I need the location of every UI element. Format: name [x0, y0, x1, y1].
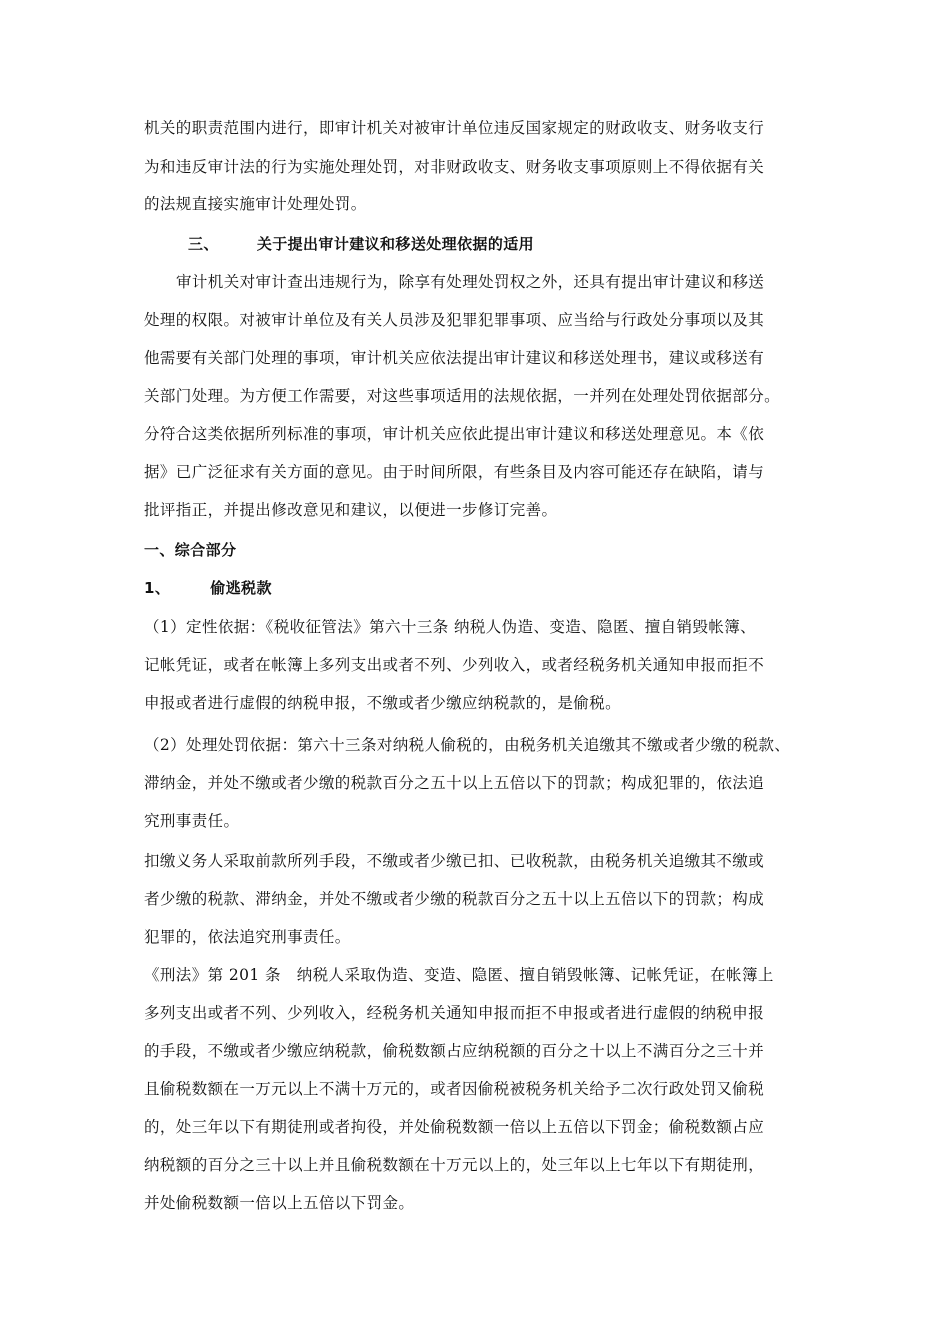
text-line: 关部门处理。为方便工作需要，对这些事项适用的法规依据，一并列在处理处罚依据部分。	[144, 387, 781, 405]
text-line: 据》已广泛征求有关方面的意见。由于时间所限，有些条目及内容可能还存在缺陷，请与	[144, 463, 765, 481]
text-line: 扣缴义务人采取前款所列手段，不缴或者少缴已扣、已收税款，由税务机关追缴其不缴或	[144, 852, 765, 870]
text-line: 他需要有关部门处理的事项，审计机关应依法提出审计建议和移送处理书，建议或移送有	[144, 349, 765, 367]
item-number: 1、	[144, 579, 171, 597]
text-line: 分符合这类依据所列标准的事项，审计机关应依此提出审计建议和移送处理意见。本《依	[144, 425, 765, 443]
text-line: （1）定性依据：《税收征管法》第六十三条 纳税人伪造、变造、隐匿、擅自销毁帐簿、	[144, 618, 757, 636]
text-line: 滞纳金，并处不缴或者少缴的税款百分之五十以上五倍以下的罚款；构成犯罪的，依法追	[144, 774, 765, 792]
text-line: 纳税额的百分之三十以上并且偷税数额在十万元以上的，处三年以上七年以下有期徒刑，	[144, 1156, 765, 1174]
text-line: 申报或者进行虚假的纳税申报，不缴或者少缴应纳税款的，是偷税。	[144, 694, 622, 712]
section-title: 一、综合部分	[144, 541, 237, 559]
text-line: 审计机关对审计查出违规行为，除享有处理处罚权之外，还具有提出审计建议和移送	[176, 273, 765, 291]
text-line: 究刑事责任。	[144, 812, 240, 830]
text-line: 的法规直接实施审计处理处罚。	[144, 195, 367, 213]
item-heading	[144, 578, 272, 598]
text-line: 并处偷税数额一倍以上五倍以下罚金。	[144, 1194, 415, 1212]
section-heading-3	[188, 234, 534, 254]
item-title: 偷逃税款	[210, 579, 272, 597]
text-line: 处理的权限。对被审计单位及有关人员涉及犯罪犯罪事项、应当给与行政处分事项以及其	[144, 311, 765, 329]
text-line: 记帐凭证，或者在帐簿上多列支出或者不列、少列收入，或者经税务机关通知申报而拒不	[144, 656, 765, 674]
heading-number: 三、	[188, 235, 219, 253]
text-line: 批评指正，并提出修改意见和建议，以便进一步修订完善。	[144, 501, 558, 519]
heading-title: 关于提出审计建议和移送处理依据的适用	[256, 235, 535, 253]
text-line: 《刑法》第 201 条 纳税人采取伪造、变造、隐匿、擅自销毁帐簿、记帐凭证，在帐簿上	[144, 966, 774, 984]
text-line: 犯罪的，依法追究刑事责任。	[144, 928, 351, 946]
text-line: 的，处三年以下有期徒刑或者拘役，并处偷税数额一倍以上五倍以下罚金；偷税数额占应	[144, 1118, 765, 1136]
text-line: 为和违反审计法的行为实施处理处罚，对非财政收支、财务收支事项原则上不得依据有关	[144, 158, 765, 176]
text-line: 的手段，不缴或者少缴应纳税款，偷税数额占应纳税额的百分之十以上不满百分之三十并	[144, 1042, 765, 1060]
text-line: （2）处理处罚依据：第六十三条对纳税人偷税的，由税务机关追缴其不缴或者少缴的税款、	[144, 736, 791, 754]
text-line: 且偷税数额在一万元以上不满十万元的，或者因偷税被税务机关给予二次行政处罚又偷税	[144, 1080, 765, 1098]
text-line: 多列支出或者不列、少列收入，经税务机关通知申报而拒不申报或者进行虚假的纳税申报	[144, 1004, 765, 1022]
text-line: 者少缴的税款、滞纳金，并处不缴或者少缴的税款百分之五十以上五倍以下的罚款；构成	[144, 890, 765, 908]
text-line: 机关的职责范围内进行，即审计机关对被审计单位违反国家规定的财政收支、财务收支行	[144, 119, 765, 137]
